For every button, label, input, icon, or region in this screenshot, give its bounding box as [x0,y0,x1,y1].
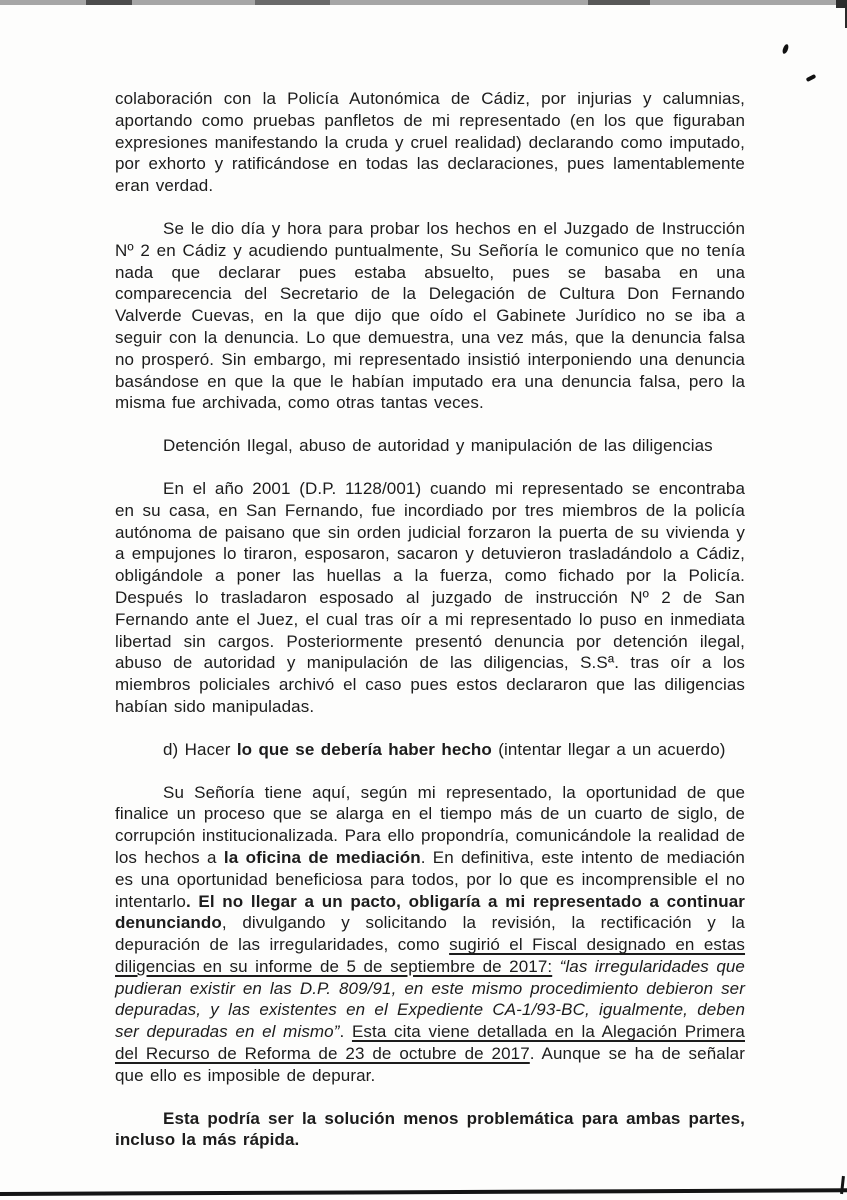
text-run: d) Hacer [163,739,237,759]
text-run-bold: lo que se debería haber hecho [236,739,492,759]
text-run-bold: la oficina de mediación [223,847,421,867]
text-run-bold: Esta podría ser la solución menos problemática para ambas partes, incluso la más rápida. [115,1108,745,1150]
text-run: (intentar llegar a un acuerdo) [491,739,726,759]
text-run-italic: “las irregularidades que pudieran existir en las D.P. 809/91, en este mismo procedimiento debieron ser depuradas, y las existentes en el Expediente CA-1/93-BC, igualmente, deben ser depuradas en el mismo” [115,956,745,1042]
closing-paragraph [115,1108,745,1152]
text-run: colaboración con la Policía Autonómica de Cádiz, por injurias y calumnias, aportando como pruebas panfletos de mi representado (en los que figuraban expresiones manifestando la cruda y cruel realidad) declarando como imputado, por exhorto y ratificándose en todas las declaraciones, pues lamentablemente eran verdad. [115,89,745,196]
stray-comma-mark [782,44,789,55]
scan-dark-dash [255,0,330,5]
text-run-underline: Esta cita viene detallada en la Alegación Primera del Recurso de Reforma de 23 de octubre de 2017 [115,1022,745,1064]
text-run [552,957,559,976]
scan-bottom-edge-line [0,1188,847,1196]
text-run-bold: . El no llegar a un pacto, obligaría a mi representado a continuar denunciando [115,891,745,933]
text-run: . [339,1022,352,1042]
scan-dark-dash [588,0,650,5]
text-run: Su Señoría tiene aquí, según mi representado, la oportunidad de que finalice un proceso que se alarga en el tiempo más de un cuarto de siglo, de corrupción institucionalizada. Para ello propondría, comunicándole la realidad de los hechos a [115,782,745,867]
text-run: . En definitiva, este intento de mediación es una oportunidad beneficiosa para todos, por lo que es incomprensible el no intentarlo [115,847,745,911]
text-run: , divulgando y solicitando la revisión, la rectificación y la depuración de las irregularidades, como [115,913,745,955]
document-body [115,88,745,1172]
paragraph-continuation [115,88,745,197]
scan-top-edge-band [0,0,847,5]
text-run: Se le dio día y hora para probar los hechos en el Juzgado de Instrucción Nº 2 en Cádiz y acudiendo puntualmente, Su Señoría le comunico que no tenía nada que declarar pues estaba absuelto, pues se basaba en una comparecencia del Secretario de la Delegación de Cultura Don Fernando Valverde Cuevas, en la que dijo que oído el Gabinete Jurídico no se iba a seguir con la denuncia. Lo que demuestra, una vez más, que la denuncia falsa no prosperó. Sin embargo, mi representado insistió interponiendo una denuncia basándose en que la que le habían imputado era una denuncia falsa, pero la misma fue archivada, como otras tantas veces. [115,218,745,413]
text-run: Detención Ilegal, abuso de autoridad y manipulación de las diligencias [163,436,713,456]
list-item-heading-d [115,739,745,761]
paragraph-mediacion [115,782,745,1087]
paragraph-juzgado [115,218,745,414]
scan-dark-dash [86,0,132,5]
text-run-underline: sugirió el Fiscal designado en estas diligencias en su informe de 5 de septiembre de 2017: [115,935,746,976]
text-run: En el año 2001 (D.P. 1128/001) cuando mi representado se encontraba en su casa, en San Fernando, fue incordiado por tres miembros de la policía autónoma de paisano que sin orden judicial forzaron la puerta de su vivienda y a empujones lo tiraron, esposaron, sacaron y detuvieron trasladándolo a Cádiz, obligándole a poner las huellas a la fuerza, como fichado por la Policía. Después lo trasladaron esposado al juzgado de instrucción Nº 2 de San Fernando ante el Juez, el cual tras oír a mi representado lo puso en inmediata libertad sin cargos. Posteriormente presentó denuncia por detención ilegal, abuso de autoridad y manipulación de las diligencias, S.Sª. tras oír a los miembros policiales archivó el caso pues estos declararon que las diligencias habían sido manipuladas. [115,478,745,716]
stray-tick-mark [806,74,817,82]
text-run: . Aunque se ha de señalar que ello es imposible de depurar. [115,1044,746,1085]
paragraph-ano-2001 [115,478,745,718]
section-heading-detencion [115,435,745,457]
